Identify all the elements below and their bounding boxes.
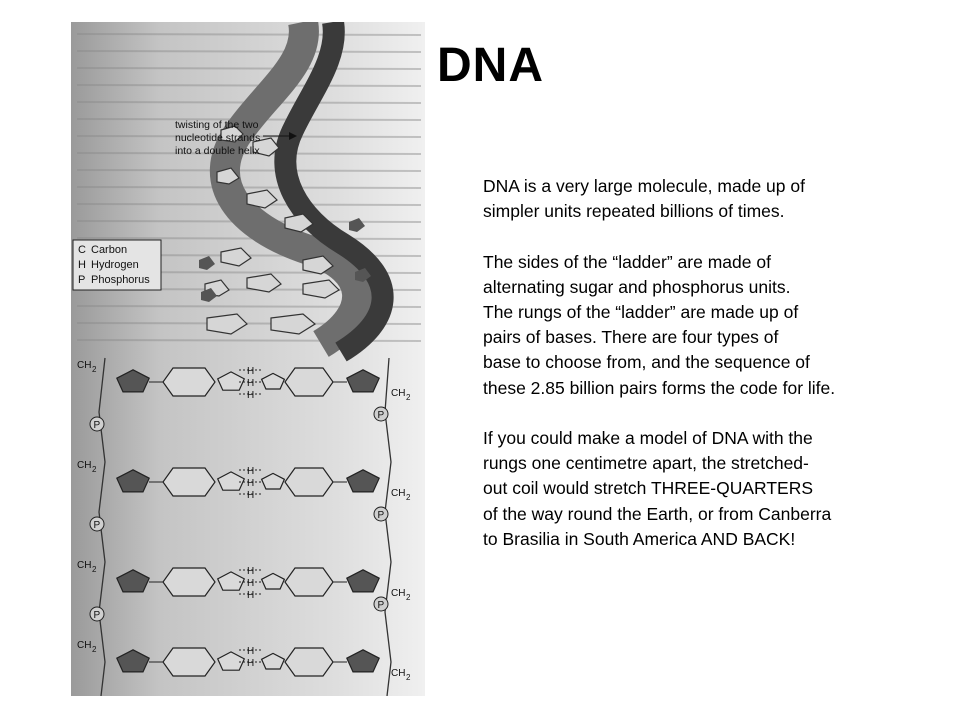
hydrogen-label: H [247, 378, 255, 389]
texture-line [77, 170, 421, 171]
hydrogen-label: H [247, 490, 255, 501]
ch2-label-right: CH [391, 388, 406, 399]
base-left [163, 648, 215, 676]
hydrogen-label: H [247, 478, 255, 489]
hydrogen-label: H [247, 366, 255, 377]
phosphate-left-label: P [93, 520, 101, 531]
paragraph-line: pairs of bases. There are four types of [483, 327, 779, 348]
texture-line [77, 51, 421, 52]
page-title: DNA [437, 39, 544, 92]
legend-symbol-carbon: C [78, 244, 86, 256]
ch2-label-left: CH [77, 360, 92, 371]
legend-label-hydrogen: Hydrogen [91, 259, 139, 271]
texture-line [77, 85, 421, 86]
paragraph-line: The rungs of the “ladder” are made up of [483, 302, 799, 322]
base-right [285, 468, 333, 496]
legend-label-phosphorus: Phosphorus [91, 274, 150, 286]
annotation-line-2: nucleotide strands [175, 132, 261, 144]
ch2-label-right-subscript: 2 [406, 673, 411, 682]
ch2-label-right: CH [391, 588, 406, 599]
ch2-label-left: CH [77, 640, 92, 651]
paragraph-line: The sides of the “ladder” are made of [483, 251, 771, 272]
paragraph-line: out coil would stretch THREE-QUARTERS [483, 478, 814, 499]
hydrogen-label: H [247, 390, 255, 401]
paragraph-gap [483, 401, 953, 426]
paragraph-line: base to choose from, and the sequence of [483, 352, 810, 373]
element-legend [73, 240, 161, 290]
legend-symbol-phosphorus: P [78, 274, 86, 286]
base-right [285, 648, 333, 676]
base-right [285, 368, 333, 396]
legend-label-carbon: Carbon [91, 244, 128, 256]
base-left [163, 568, 215, 596]
ch2-label-left-subscript: 2 [92, 465, 97, 474]
ch2-label-right: CH [391, 668, 406, 679]
hydrogen-label: H [247, 466, 255, 477]
base-left [163, 368, 215, 396]
phosphate-right-label: P [377, 510, 385, 521]
phosphate-right-label: P [377, 600, 385, 611]
paragraph-line: alternating sugar and phosphorus units. [483, 276, 791, 297]
paragraph-line: rungs one centimetre apart, the stretched- [483, 453, 809, 474]
legend-symbol-hydrogen: H [78, 259, 86, 271]
hydrogen-label: H [247, 646, 255, 657]
paragraph-line: DNA is a very large molecule, made up of [483, 176, 805, 196]
annotation-line-3: into a double helix [175, 145, 260, 157]
ch2-label-right-subscript: 2 [406, 593, 411, 602]
paragraph-line: If you could make a model of DNA with the [483, 428, 813, 448]
ch2-label-left: CH [77, 460, 92, 471]
body-text [483, 174, 953, 552]
ch2-label-right-subscript: 2 [406, 393, 411, 402]
hydrogen-label: H [247, 578, 255, 589]
texture-line [77, 238, 421, 239]
hydrogen-label: H [247, 658, 255, 669]
texture-line [77, 68, 421, 69]
base-right [285, 568, 333, 596]
hydrogen-label: H [247, 566, 255, 577]
dna-figure-svg [71, 22, 425, 696]
hydrogen-label: H [247, 590, 255, 601]
ch2-label-left: CH [77, 560, 92, 571]
ch2-label-right: CH [391, 488, 406, 499]
paragraph-gap [483, 224, 953, 249]
paragraph-line: these 2.85 billion pairs forms the code for life. [483, 377, 836, 398]
paragraph-line: simpler units repeated billions of times. [483, 201, 785, 222]
phosphate-right-label: P [377, 410, 385, 421]
ch2-label-left-subscript: 2 [92, 645, 97, 654]
base-left [163, 468, 215, 496]
ch2-label-left-subscript: 2 [92, 365, 97, 374]
paragraph-line: of the way round the Earth, or from Canberra [483, 503, 832, 524]
phosphate-left-label: P [93, 420, 101, 431]
texture-line [77, 34, 421, 35]
ch2-label-right-subscript: 2 [406, 493, 411, 502]
phosphate-left-label: P [93, 610, 101, 621]
texture-line [77, 187, 421, 188]
ch2-label-left-subscript: 2 [92, 565, 97, 574]
annotation-line-1: twisting of the two [175, 119, 259, 131]
dna-double-helix-figure [71, 22, 425, 696]
paragraph-line: to Brasilia in South America AND BACK! [483, 528, 796, 549]
